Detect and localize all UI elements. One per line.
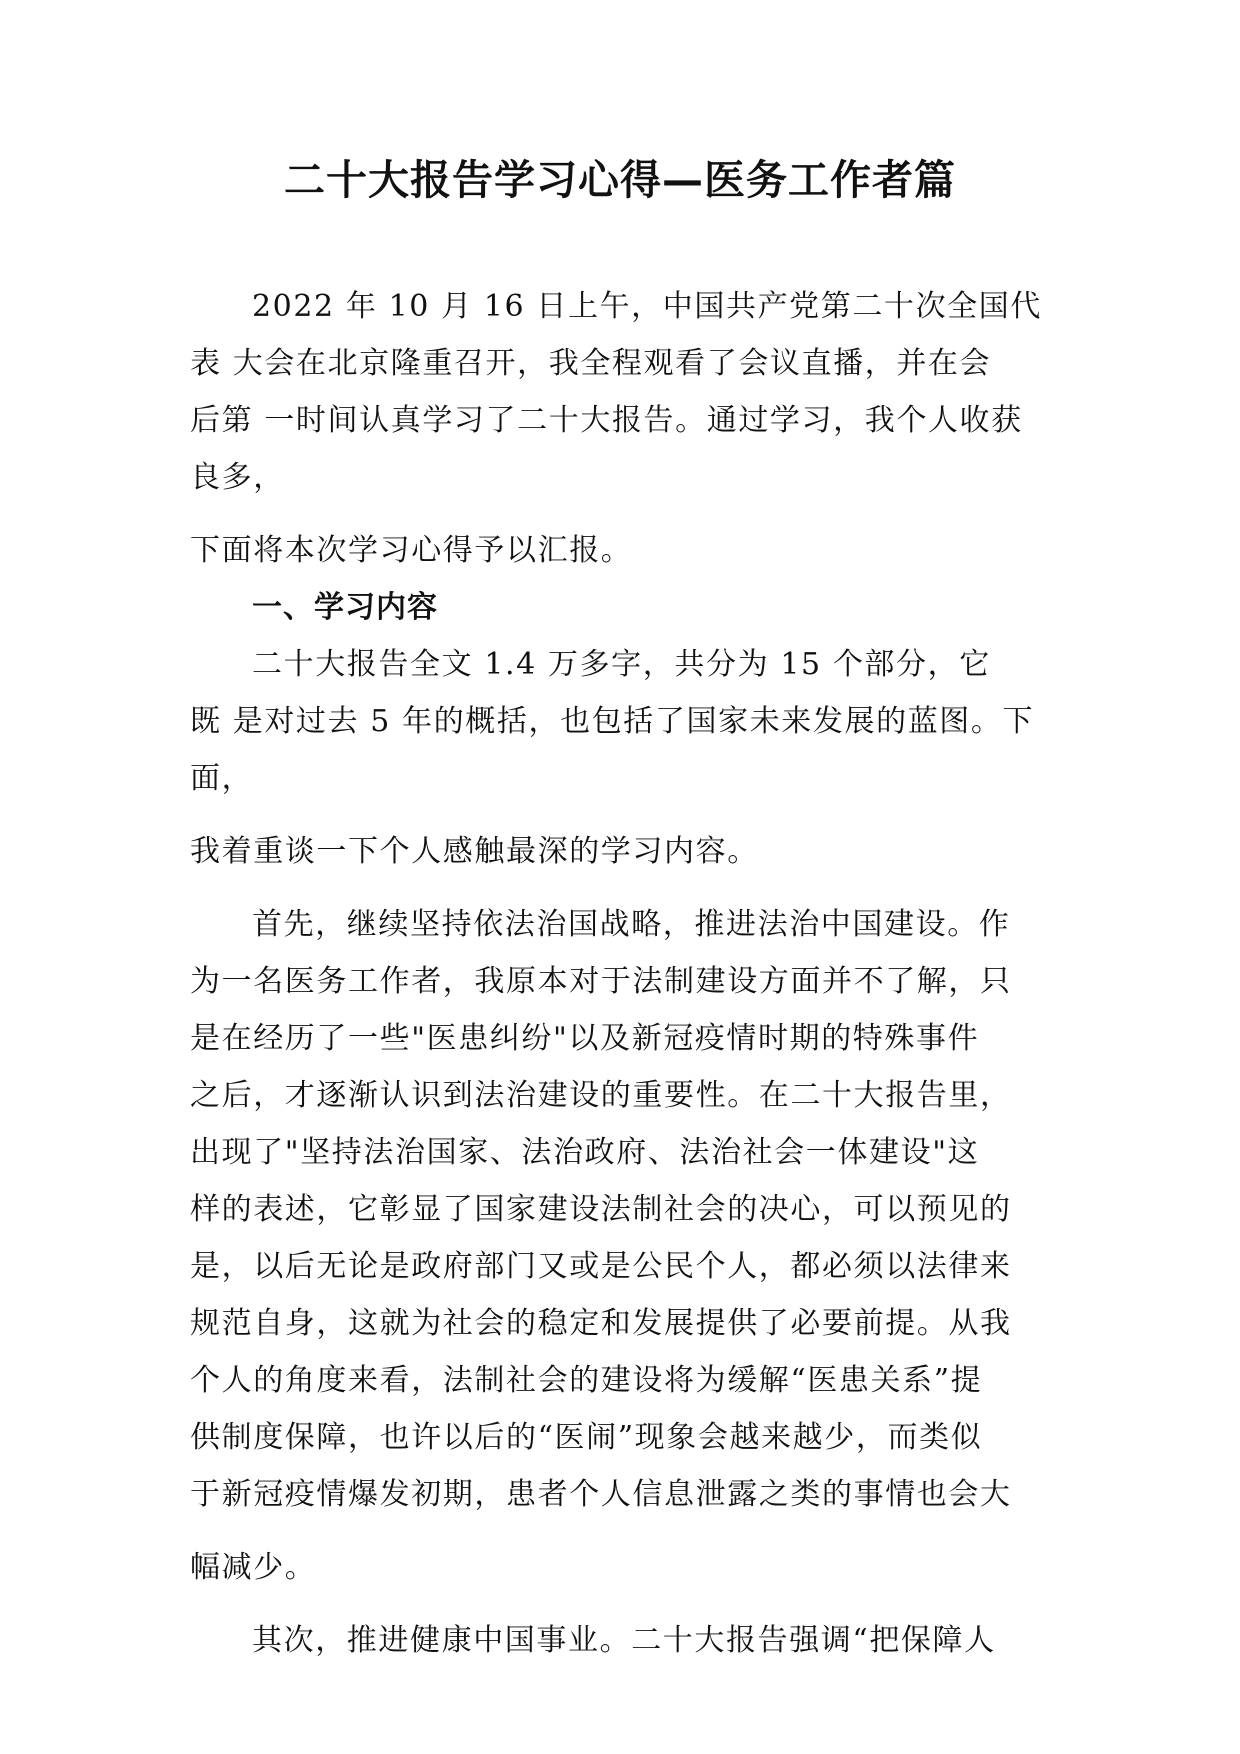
- section-heading: 一、学习内容: [252, 590, 438, 625]
- paragraph-line: 个人的角度来看，法制社会的建设将为缓解“医患关系”提: [190, 1363, 983, 1398]
- paragraph-line: 面，: [190, 761, 254, 796]
- paragraph-line: 首先，继续坚持依法治国战略，推进法治中国建设。作: [252, 907, 1011, 942]
- paragraph-line: 其次，推进健康中国事业。二十大报告强调“把保障人: [252, 1623, 996, 1658]
- paragraph-line: 二十大报告全文 1.4 万多字，共分为 15 个部分，它: [252, 647, 991, 682]
- paragraph-line: 表 大会在北京隆重召开，我全程观看了会议直播，并在会: [190, 346, 992, 381]
- paragraph-line: 幅减少。: [190, 1550, 317, 1585]
- paragraph-line: 是在经历了一些"医患纠纷"以及新冠疫情时期的特殊事件: [190, 1021, 980, 1056]
- paragraph-line: 之后，才逐渐认识到法治建设的重要性。在二十大报告里，: [190, 1078, 1012, 1113]
- paragraph-line: 是，以后无论是政府部门又或是公民个人，都必须以法律来: [190, 1249, 1012, 1284]
- paragraph-line: 供制度保障，也许以后的“医闹”现象会越来越少，而类似: [190, 1420, 983, 1455]
- paragraph-line: 出现了"坚持法治国家、法治政府、法治社会一体建设"这: [190, 1135, 980, 1170]
- paragraph-line: 下面将本次学习心得予以汇报。: [190, 533, 633, 568]
- paragraph-line: 样的表述，它彰显了国家建设法制社会的决心，可以预见的: [190, 1192, 1012, 1227]
- paragraph-line: 我着重谈一下个人感触最深的学习内容。: [190, 834, 759, 869]
- paragraph-line: 2022 年 10 月 16 日上午，中国共产党第二十次全国代: [252, 289, 1042, 324]
- paragraph-line: 规范自身，这就为社会的稳定和发展提供了必要前提。从我: [190, 1306, 1012, 1341]
- paragraph-line: 既 是对过去 5 年的概括，也包括了国家未来发展的蓝图。下: [190, 704, 1035, 739]
- paragraph-line: 良多，: [190, 460, 285, 495]
- document-title: 二十大报告学习心得—医务工作者篇: [284, 156, 956, 204]
- paragraph-line: 后第 一时间认真学习了二十大报告。通过学习，我个人收获: [190, 403, 1023, 438]
- document-body: [190, 278, 1062, 1669]
- paragraph-line: 为一名医务工作者，我原本对于法制建设方面并不了解，只: [190, 964, 1012, 999]
- paragraph-line: 于新冠疫情爆发初期，患者个人信息泄露之类的事情也会大: [190, 1477, 1012, 1512]
